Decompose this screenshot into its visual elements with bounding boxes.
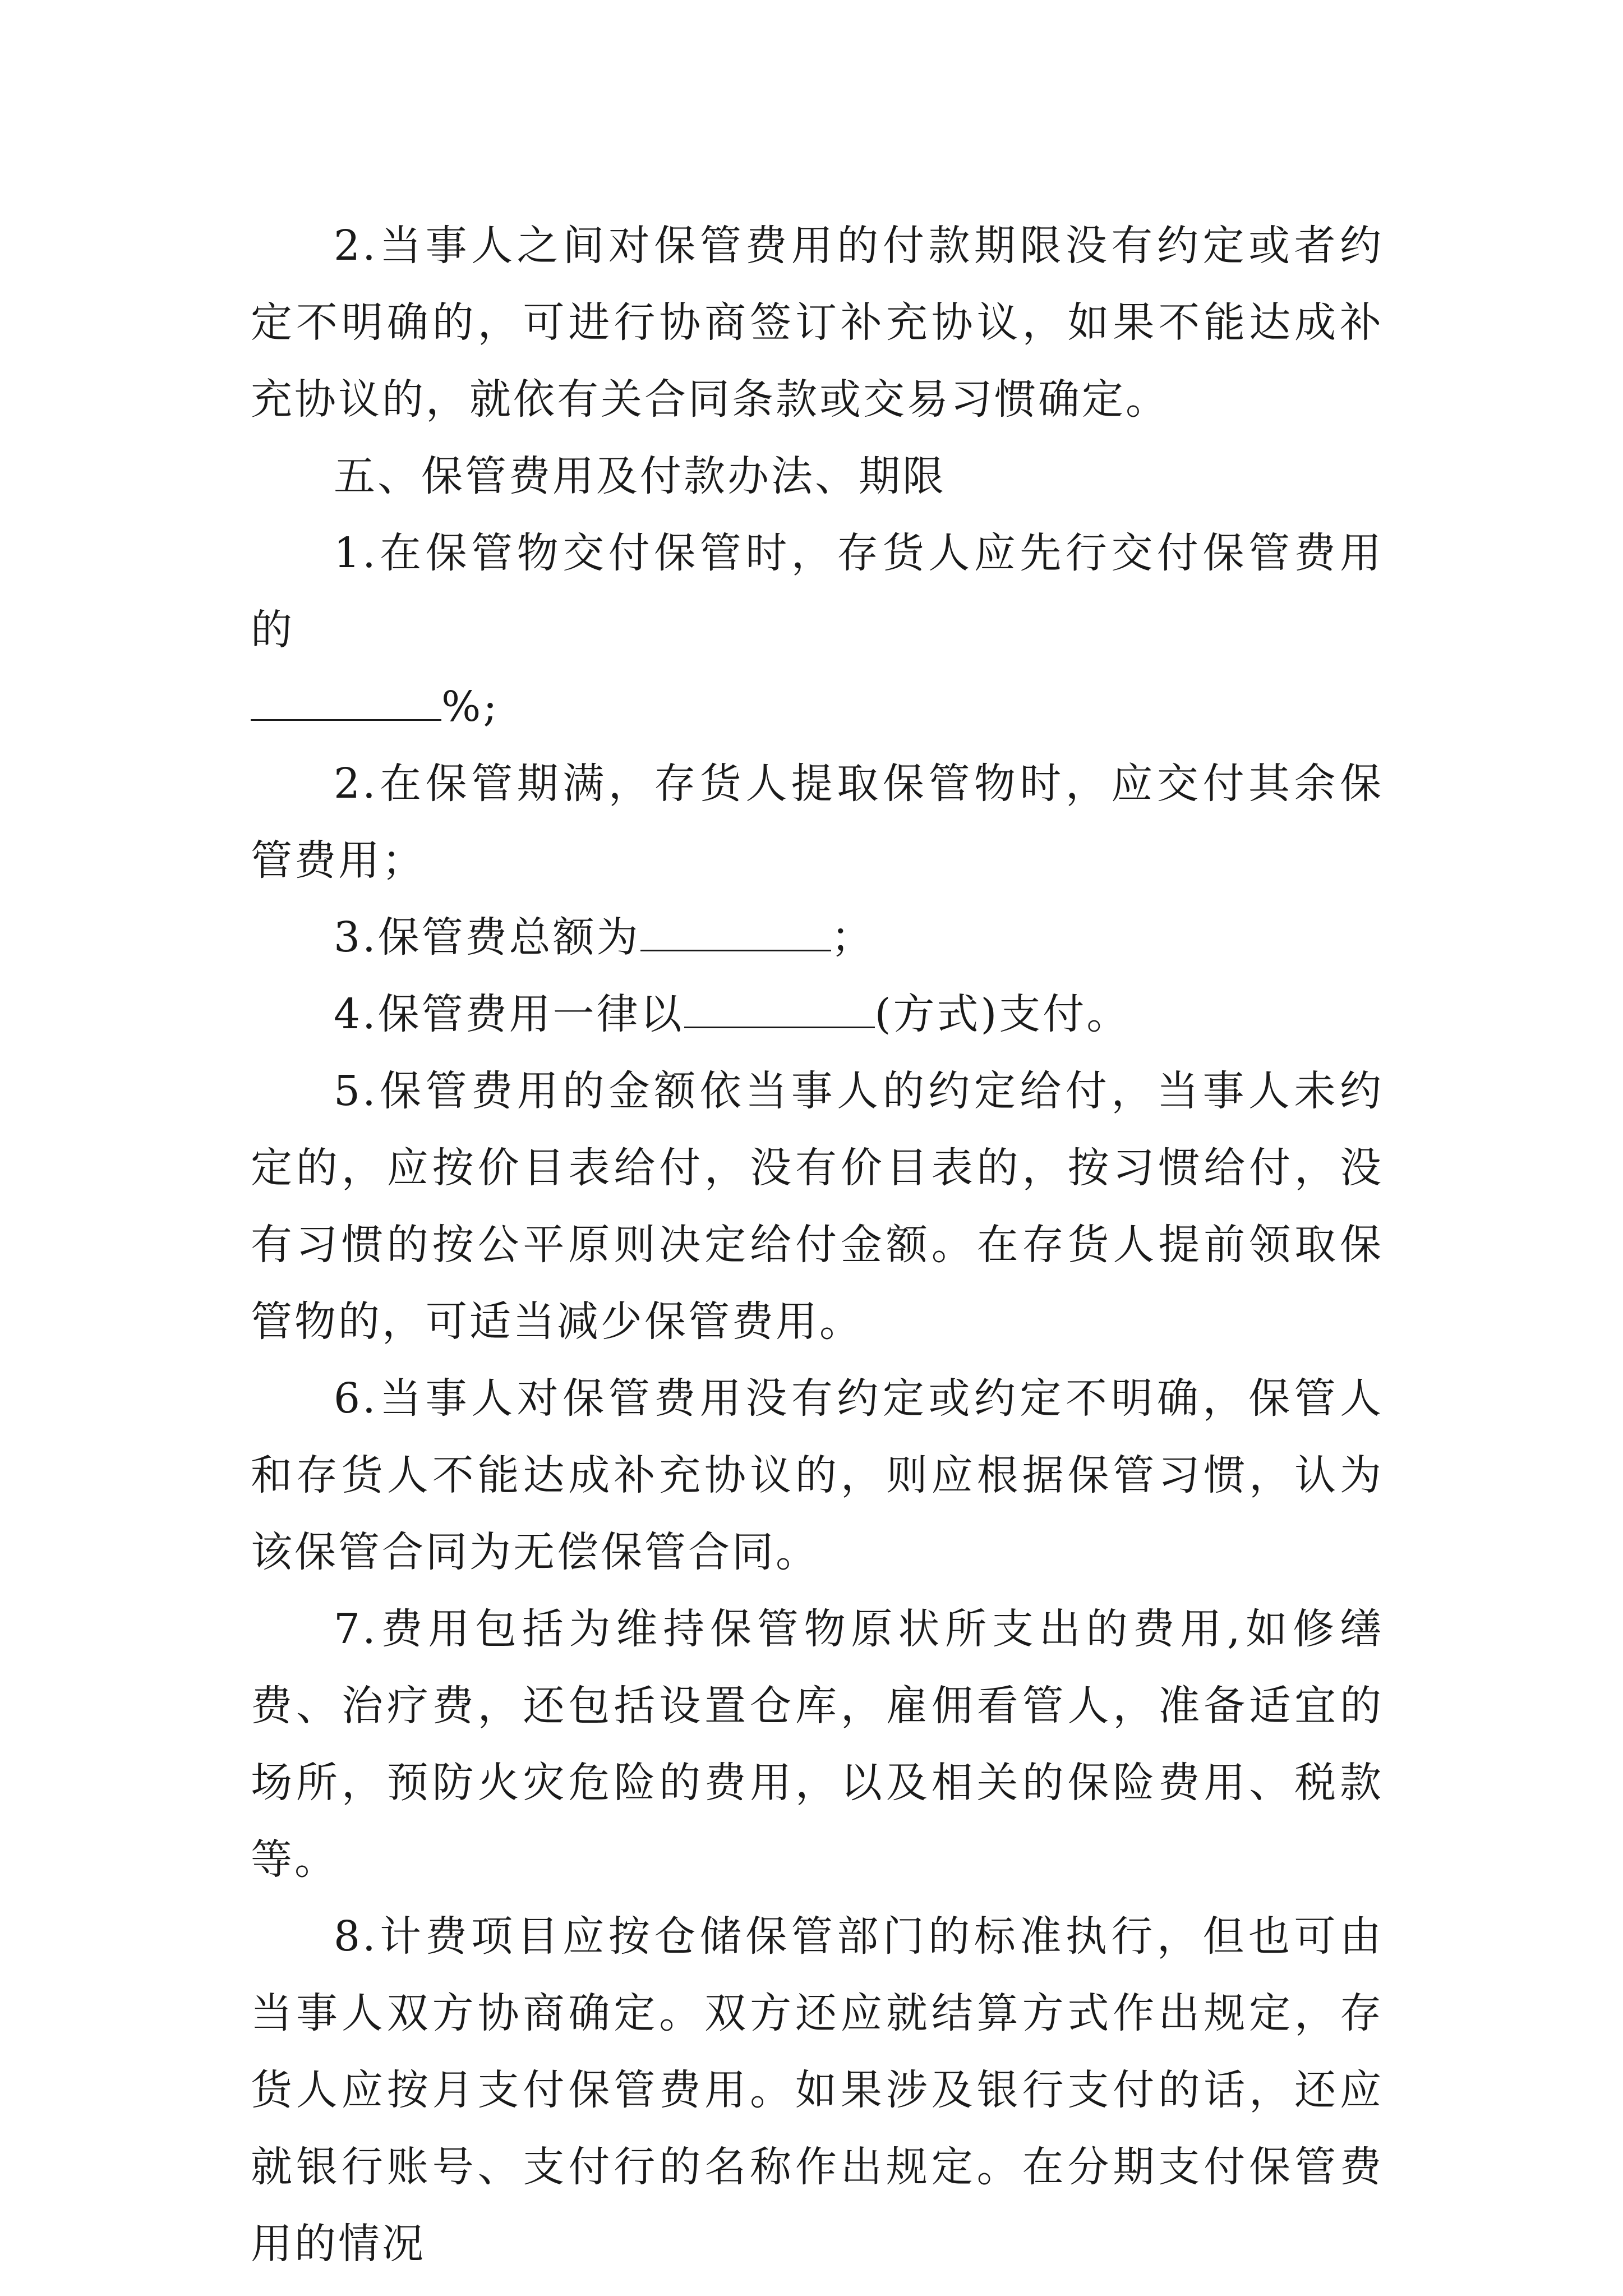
paragraph-text: ； [831, 913, 875, 961]
paragraph-text: 2.当事人之间对保管费用的付款期限没有约定或者约定不明确的，可进行协商签订补充协议，如果不能达成补充协议的，就依有关合同条款或交易习惯确定。 [251, 222, 1384, 424]
paragraph-item-6 [251, 1360, 1384, 1591]
paragraph-text: 3.保管费总额为 [334, 913, 640, 961]
fill-in-blank-percent[interactable] [251, 682, 441, 721]
paragraph-item-3 [251, 899, 1384, 976]
paragraph-text: 7.费用包括为维持保管物原状所支出的费用,如修缮费、治疗费，还包括设置仓库，雇佣看管人，准备适宜的场所，预防火灾危险的费用，以及相关的保险费用、税款等。 [251, 1605, 1384, 1884]
paragraph-text: 6.当事人对保管费用没有约定或约定不明确，保管人和存货人不能达成补充协议的，则应根据保管习惯，认为该保管合同为无偿保管合同。 [251, 1374, 1384, 1576]
paragraph-item-7 [251, 1591, 1384, 1898]
fill-in-blank-payment-method[interactable] [684, 990, 875, 1028]
paragraph-item-5 [251, 1053, 1384, 1360]
paragraph-text: 1.在保管物交付保管时，存货人应先行交付保管费用的 [251, 529, 1384, 654]
paragraph-text: 2.在保管期满，存货人提取保管物时，应交付其余保管费用； [251, 760, 1384, 885]
paragraph-item-1 [251, 515, 1384, 669]
paragraph-text: 5.保管费用的金额依当事人的约定给付，当事人未约定的，应按价目表给付，没有价目表的，按习惯给付，没有习惯的按公平原则决定给付金额。在存货人提前领取保管物的，可适当减少保管费用。 [251, 1067, 1384, 1346]
paragraph-text: %; [441, 683, 500, 731]
document-body [251, 208, 1384, 2283]
section-heading-fees [251, 438, 1384, 515]
section-heading-text: 五、保管费用及付款办法、期限 [334, 452, 946, 500]
paragraph-item-8 [251, 1898, 1384, 2283]
paragraph-text: (方式)支付。 [874, 990, 1131, 1038]
paragraph-item-2 [251, 746, 1384, 899]
fill-in-blank-total-fee[interactable] [640, 913, 831, 951]
paragraph-text: 8.计费项目应按仓储保管部门的标准执行，但也可由当事人双方协商确定。双方还应就结算方式作出规定，存货人应按月支付保管费用。如果涉及银行支付的话，还应就银行账号、支付行的名称作出规定。在分期支付保管费用的情况 [251, 1912, 1384, 2268]
paragraph-item-4 [251, 976, 1384, 1053]
paragraph-item-1-continued [251, 669, 1384, 746]
paragraph-payment-term [251, 208, 1384, 438]
paragraph-text: 4.保管费用一律以 [334, 990, 684, 1038]
